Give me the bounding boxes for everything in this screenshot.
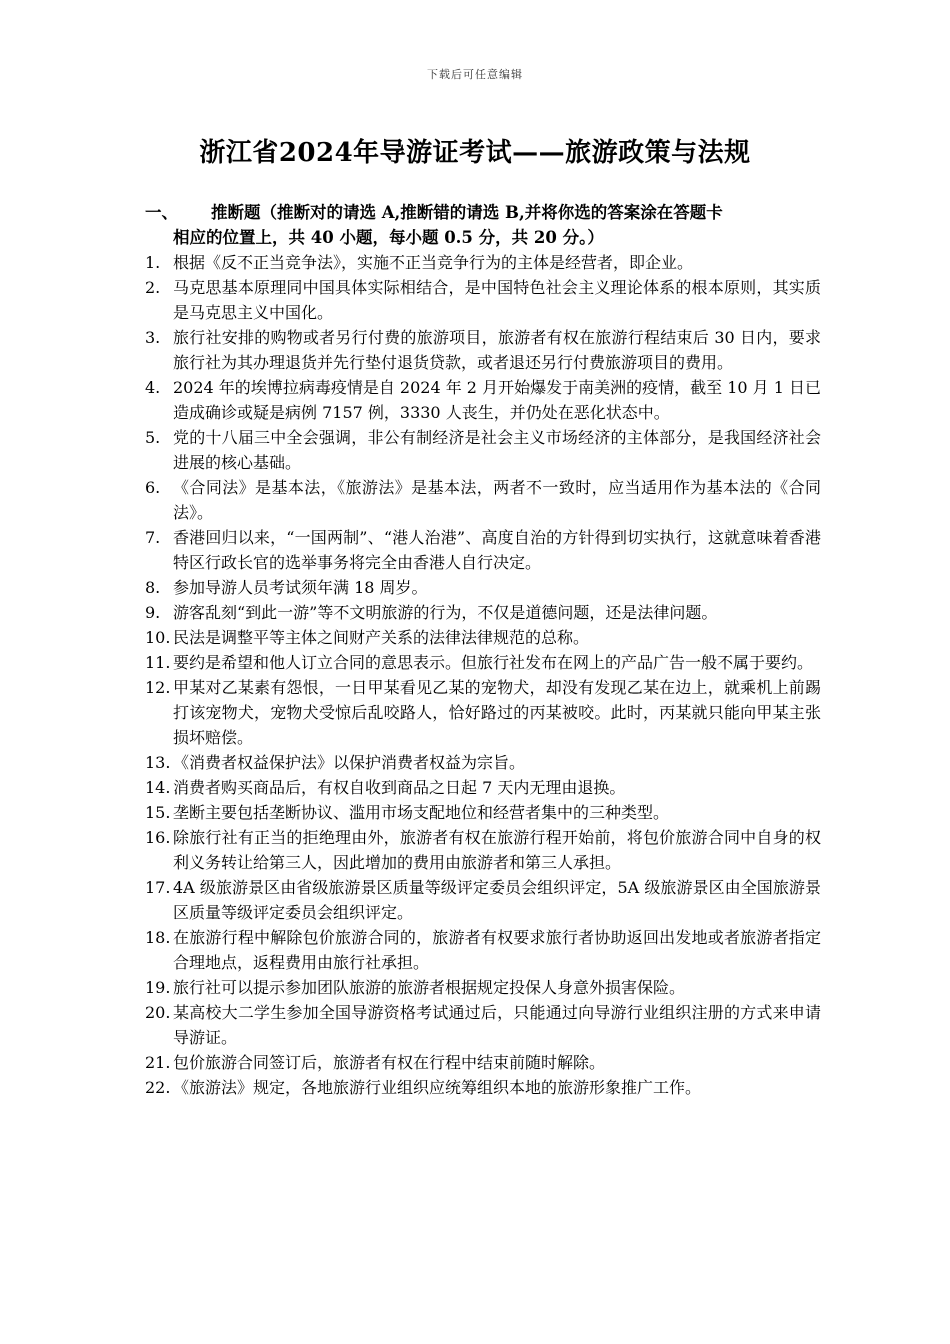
question-text: 除旅行社有正当的拒绝理由外，旅游者有权在旅游行程开始前，将包价旅游合同中自身的权利义务转让给第三人，因此增加的费用由旅游者和第三人承担。 bbox=[173, 828, 821, 872]
question-item bbox=[145, 1000, 821, 1050]
question-text: 党的十八届三中全会强调，非公有制经济是社会主义市场经济的主体部分，是我国经济社会进展的核心基础。 bbox=[173, 428, 821, 472]
question-text: 2024 年的埃博拉病毒疫情是自 2024 年 2 月开始爆发于南美洲的疫情，截至 10 月 1 日已造成确诊或疑是病例 7157 例，3330 人丧生，并仍处在恶化状态中。 bbox=[173, 378, 821, 422]
header-note: 下载后可任意编辑 bbox=[427, 68, 523, 81]
question-number: 9. bbox=[145, 603, 161, 622]
question-text: 马克思基本原理同中国具体实际相结合，是中国特色社会主义理论体系的根本原则，其实质是马克思主义中国化。 bbox=[173, 278, 821, 322]
question-item bbox=[145, 675, 821, 750]
question-item bbox=[145, 325, 821, 375]
question-number: 10. bbox=[145, 628, 171, 647]
question-item bbox=[145, 525, 821, 575]
question-item bbox=[145, 775, 821, 800]
question-number: 8. bbox=[145, 578, 161, 597]
question-number: 1. bbox=[145, 253, 161, 272]
question-text: 民法是调整平等主体之间财产关系的法律法律规范的总称。 bbox=[173, 628, 590, 647]
question-item bbox=[145, 650, 821, 675]
question-text: 包价旅游合同签订后，旅游者有权在行程中结束前随时解除。 bbox=[173, 1053, 606, 1072]
question-item bbox=[145, 800, 821, 825]
question-number: 20. bbox=[145, 1003, 171, 1022]
question-number: 21. bbox=[145, 1053, 171, 1072]
question-item bbox=[145, 750, 821, 775]
question-number: 12. bbox=[145, 678, 171, 697]
question-text: 《旅游法》规定，各地旅游行业组织应统筹组织本地的旅游形象推广工作。 bbox=[173, 1078, 702, 1097]
question-text: 在旅游行程中解除包价旅游合同的，旅游者有权要求旅行者协助返回出发地或者旅游者指定合理地点，返程费用由旅行社承担。 bbox=[173, 928, 821, 972]
question-number: 2. bbox=[145, 278, 161, 297]
page-title: 浙江省2024年导游证考试——旅游政策与法规 bbox=[199, 138, 751, 168]
question-item bbox=[145, 375, 821, 425]
question-text: 参加导游人员考试须年满 18 周岁。 bbox=[173, 578, 428, 597]
question-text: 香港回归以来，“一国两制”、“港人治港”、高度自治的方针得到切实执行，这就意味着香港特区行政长官的选举事务将完全由香港人自行决定。 bbox=[173, 528, 821, 572]
section-heading bbox=[145, 200, 815, 250]
question-text: 旅行社安排的购物或者另行付费的旅游项目，旅游者有权在旅游行程结束后 30 日内，要求旅行社为其办理退货并先行垫付退货贷款，或者退还另行付费旅游项目的费用。 bbox=[173, 328, 821, 372]
question-item bbox=[145, 250, 821, 275]
question-number: 7. bbox=[145, 528, 161, 547]
question-text: 4A 级旅游景区由省级旅游景区质量等级评定委员会组织评定，5A 级旅游景区由全国旅游景区质量等级评定委员会组织评定。 bbox=[173, 878, 821, 922]
question-text: 垄断主要包括垄断协议、滥用市场支配地位和经营者集中的三种类型。 bbox=[173, 803, 670, 822]
question-number: 11. bbox=[145, 653, 171, 672]
question-item bbox=[145, 475, 821, 525]
question-item bbox=[145, 1075, 821, 1100]
question-number: 14. bbox=[145, 778, 171, 797]
question-number: 4. bbox=[145, 378, 161, 397]
question-number: 6. bbox=[145, 478, 161, 497]
question-number: 15. bbox=[145, 803, 171, 822]
question-text: 《消费者权益保护法》以保护消费者权益为宗旨。 bbox=[173, 753, 526, 772]
section-number: 一、 bbox=[145, 203, 178, 222]
question-number: 17. bbox=[145, 878, 171, 897]
question-text: 甲某对乙某素有怨恨，一日甲某看见乙某的宠物犬，却没有发现乙某在边上，就乘机上前踢打该宠物犬，宠物犬受惊后乱咬路人，恰好路过的丙某被咬。此时，丙某就只能向甲某主张损坏赔偿。 bbox=[173, 678, 821, 747]
question-number: 16. bbox=[145, 828, 171, 847]
question-number: 3. bbox=[145, 328, 161, 347]
question-item bbox=[145, 575, 821, 600]
question-number: 19. bbox=[145, 978, 171, 997]
question-item bbox=[145, 625, 821, 650]
question-list bbox=[145, 250, 821, 1100]
question-text: 某高校大二学生参加全国导游资格考试通过后，只能通过向导游行业组织注册的方式来申请导游证。 bbox=[173, 1003, 821, 1047]
question-text: 要约是希望和他人订立合同的意思表示。但旅行社发布在网上的产品广告一般不属于要约。 bbox=[173, 653, 814, 672]
question-item bbox=[145, 1050, 821, 1075]
question-text: 旅行社可以提示参加团队旅游的旅游者根据规定投保人身意外损害保险。 bbox=[173, 978, 686, 997]
question-number: 22. bbox=[145, 1078, 171, 1097]
question-item bbox=[145, 825, 821, 875]
section-text-line1: 推断题（推断对的请选 A,推断错的请选 B,并将你选的答案涂在答题卡 bbox=[211, 203, 723, 222]
question-item bbox=[145, 275, 821, 325]
question-item bbox=[145, 425, 821, 475]
question-item bbox=[145, 975, 821, 1000]
question-number: 18. bbox=[145, 928, 171, 947]
question-item bbox=[145, 875, 821, 925]
question-text: 《合同法》是基本法，《旅游法》是基本法，两者不一致时，应当适用作为基本法的《合同法》。 bbox=[173, 478, 821, 522]
section-text-line2: 相应的位置上，共 40 小题，每小题 0.5 分，共 20 分。） bbox=[173, 228, 604, 247]
question-item bbox=[145, 600, 821, 625]
question-text: 根据《反不正当竞争法》，实施不正当竞争行为的主体是经营者，即企业。 bbox=[173, 253, 694, 272]
question-number: 5. bbox=[145, 428, 161, 447]
question-item bbox=[145, 925, 821, 975]
question-number: 13. bbox=[145, 753, 171, 772]
question-text: 消费者购买商品后，有权自收到商品之日起 7 天内无理由退换。 bbox=[173, 778, 626, 797]
question-text: 游客乱刻“到此一游”等不文明旅游的行为，不仅是道德问题，还是法律问题。 bbox=[173, 603, 718, 622]
